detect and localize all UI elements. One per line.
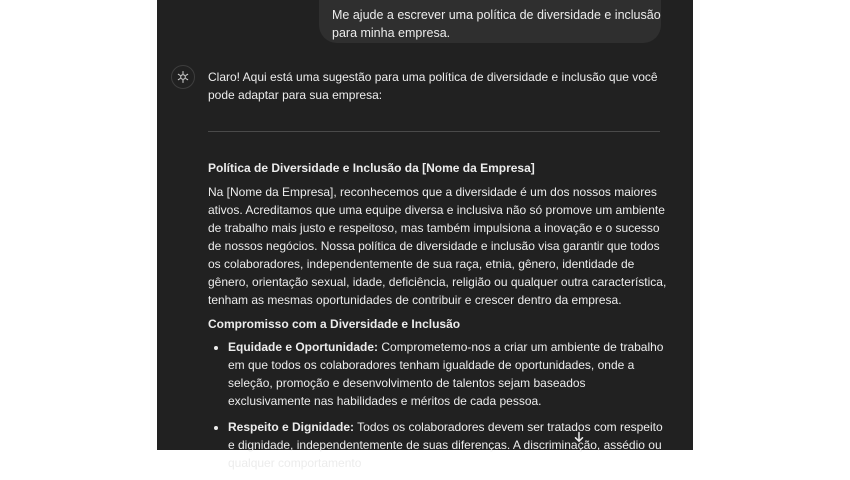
openai-logo-icon	[171, 65, 195, 89]
policy-title: Política de Diversidade e Inclusão da [Nome da Empresa]	[208, 161, 535, 175]
list-item	[228, 418, 668, 472]
assistant-intro: Claro! Aqui está uma sugestão para uma política de diversidade e inclusão que você pode adaptar para sua empresa:	[208, 70, 658, 102]
chat-panel	[157, 0, 693, 470]
scroll-down-button[interactable]	[570, 428, 588, 446]
list-item-label: Respeito e Dignidade:	[228, 420, 355, 434]
policy-paragraph: Na [Nome da Empresa], reconhecemos que a diversidade é um dos nossos maiores ativos. Acreditamos que uma equipe diversa e inclusiva não só promove um ambiente de trabalho mais justo e respeitoso, mas também impulsiona a inovação e o sucesso de nossos negócios. Nossa política de diversidade e inclusão visa garantir que todos os colaboradores, independentemente de sua raça, etnia, gênero, identidade de gênero, orientação sexual, idade, deficiência, religião ou qualquer outra característica, tenham as mesmas oportunidades de contribuir e crescer dentro da empresa.	[208, 185, 667, 307]
divider	[208, 131, 660, 132]
assistant-response	[208, 68, 668, 480]
list-item-text: Todos os colaboradores devem ser tratados com respeito e dignidade, independentemente de suas diferenças. A discriminação, assédio ou qualquer comportamento	[228, 420, 663, 470]
commitment-list	[208, 338, 668, 472]
list-item-label: Equidade e Oportunidade:	[228, 340, 379, 354]
commitment-heading: Compromisso com a Diversidade e Inclusão	[208, 317, 461, 331]
list-item-text: Comprometemo-nos a criar um ambiente de trabalho em que todos os colaboradores tenham igualdade de oportunidades, onde a seleção, promoção e desenvolvimento de talentos sejam baseados exclusivamente nas habilidades e méritos de cada pessoa.	[228, 340, 664, 408]
list-item	[228, 338, 668, 410]
arrow-down-icon	[573, 431, 585, 443]
user-message-bubble	[319, 0, 661, 43]
user-message-text: Me ajude a escrever uma política de diversidade e inclusão para minha empresa.	[332, 8, 661, 40]
